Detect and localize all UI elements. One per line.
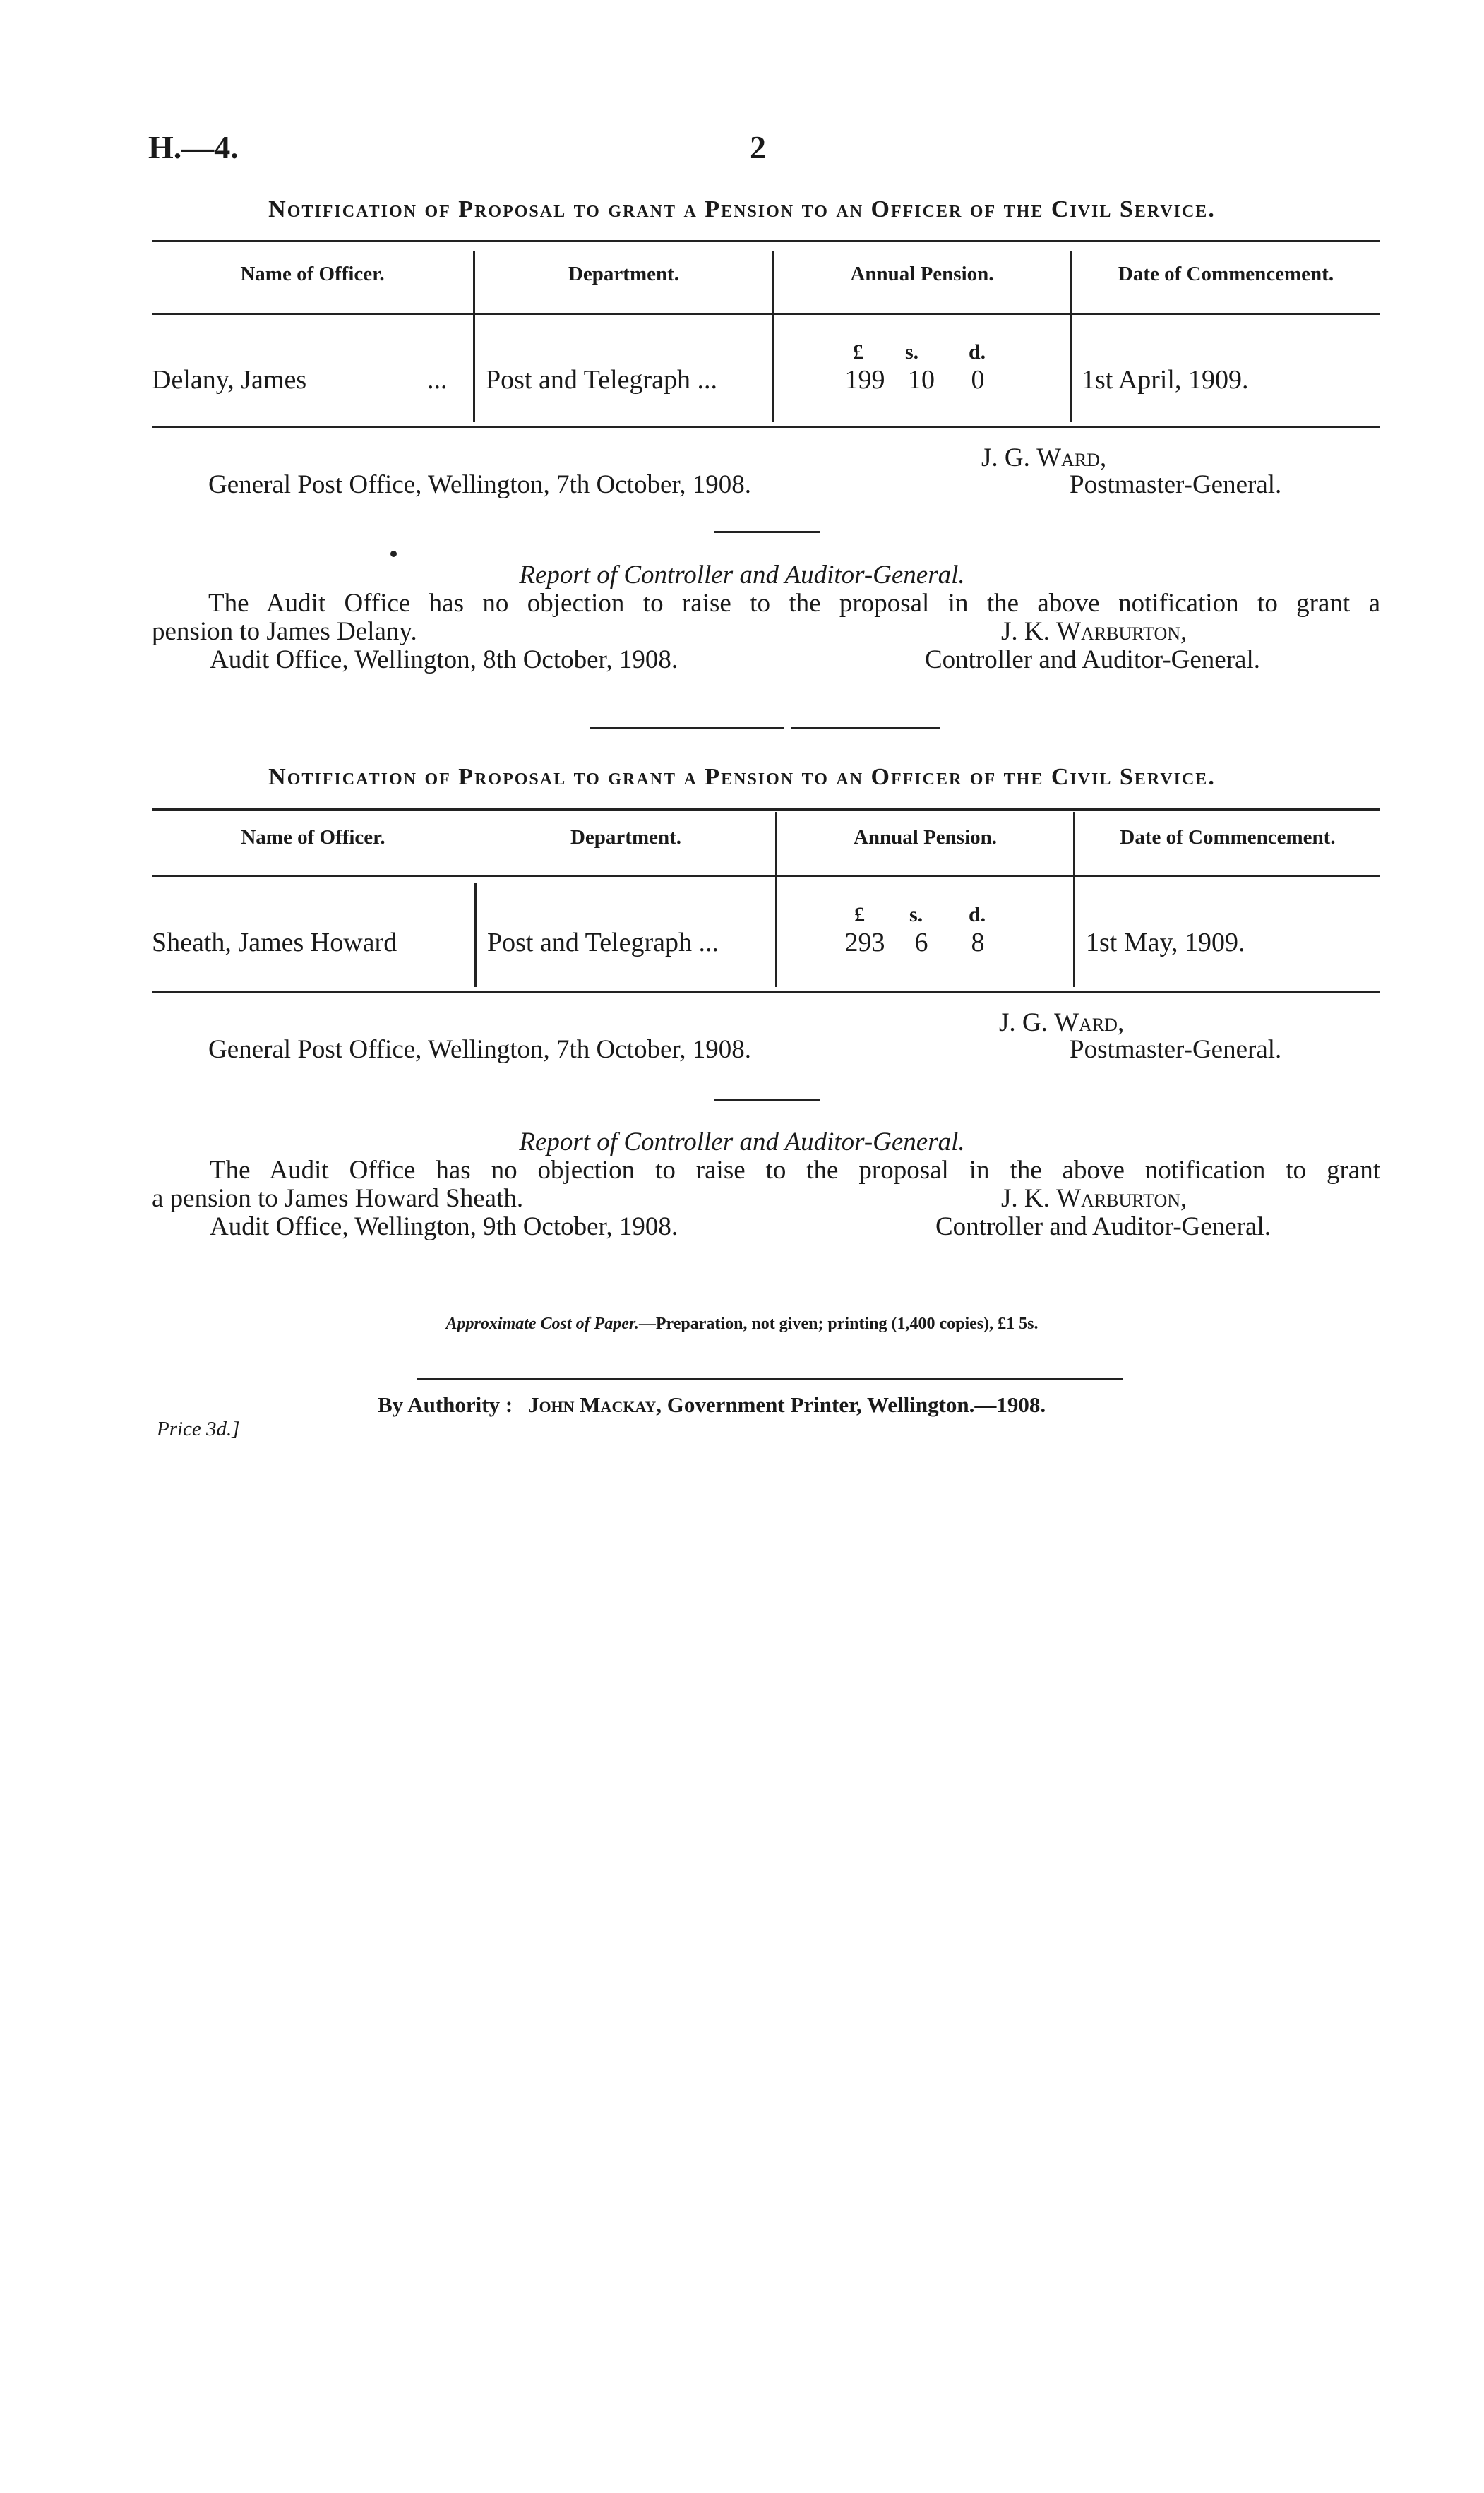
pension-pence: 8 [971, 928, 985, 957]
table-bottom-rule [152, 991, 1380, 993]
officer-name: Delany, James [152, 365, 307, 395]
signatory-title: Postmaster-General. [1070, 1035, 1282, 1064]
notice-title: Notification of Proposal to grant a Pension to an Officer of the Civil Service. [268, 764, 1216, 790]
table-header-rule [152, 313, 1380, 315]
printer-rest: Government Printer, Wellington.—1908. [666, 1392, 1046, 1417]
report-line-2: pension to James Delany. [152, 617, 417, 646]
audit-place-date: Audit Office, Wellington, 9th October, 1908. [210, 1212, 678, 1241]
signatory-initials: J. G. [999, 1008, 1048, 1037]
column-header-department: Department. [570, 826, 682, 849]
authority-line [378, 1392, 1046, 1418]
document-code: H.—4. [148, 129, 239, 165]
audit-place-date: Audit Office, Wellington, 8th October, 1908. [210, 645, 678, 674]
department-value: Post and Telegraph ... [486, 365, 718, 395]
column-header-commencement: Date of Commencement. [1120, 826, 1336, 849]
signatory-line [999, 1008, 1124, 1038]
pounds-unit: £ [854, 903, 865, 926]
pounds-unit: £ [853, 340, 863, 364]
place-date: General Post Office, Wellington, 7th October, 1908. [208, 470, 751, 499]
column-header-name: Name of Officer. [240, 263, 385, 285]
footer-rule [417, 1378, 1123, 1380]
signatory-name: Ward, [1036, 443, 1107, 472]
pension-shillings: 6 [914, 928, 928, 957]
auditor-line [1001, 1183, 1187, 1214]
column-header-pension: Annual Pension. [850, 263, 994, 285]
auditor-initials: J. K. [1001, 617, 1050, 646]
cost-note [0, 1315, 1484, 1334]
auditor-line [1001, 616, 1187, 647]
auditor-initials: J. K. [1001, 1184, 1050, 1213]
price: Price 3d.] [157, 1418, 240, 1440]
ink-dot [390, 551, 397, 557]
pension-pounds: 293 [844, 928, 885, 957]
pence-unit: d. [969, 903, 986, 926]
signatory-name: Ward, [1054, 1008, 1125, 1037]
column-header-name: Name of Officer. [241, 826, 385, 849]
table-top-rule [152, 808, 1380, 811]
column-divider [474, 883, 477, 987]
leader-dots: ... [427, 365, 448, 395]
pension-pounds: 199 [844, 365, 885, 395]
table-bottom-rule [152, 426, 1380, 428]
officer-name: Sheath, James Howard [152, 928, 397, 957]
cost-text: —Preparation, not given; printing (1,400 copies), £1 5s. [638, 1315, 1039, 1333]
signatory-initials: J. G. [981, 443, 1030, 472]
short-divider [714, 1099, 820, 1101]
department-value: Post and Telegraph ... [487, 928, 719, 957]
auditor-title: Controller and Auditor-General. [925, 645, 1260, 674]
auditor-title: Controller and Auditor-General. [935, 1212, 1271, 1241]
pension-pence: 0 [971, 365, 985, 395]
auditor-name: Warburton, [1056, 617, 1187, 646]
report-line-1: The Audit Office has no objection to raise to the proposal in the above notification to grant a [208, 589, 1380, 618]
signatory-line [981, 443, 1106, 473]
report-line-2: a pension to James Howard Sheath. [152, 1184, 524, 1213]
page-number: 2 [750, 129, 766, 165]
printer-name: John Mackay, [527, 1392, 662, 1417]
table-header-rule [152, 875, 1380, 877]
column-header-department: Department. [568, 263, 680, 285]
commencement-date: 1st May, 1909. [1086, 928, 1245, 957]
short-divider [714, 531, 820, 533]
report-title: Report of Controller and Auditor-General. [519, 561, 965, 590]
pension-shillings: 10 [908, 365, 935, 395]
section-divider [590, 727, 784, 729]
shillings-unit: s. [909, 903, 923, 926]
pence-unit: d. [969, 340, 986, 364]
shillings-unit: s. [905, 340, 919, 364]
place-date: General Post Office, Wellington, 7th October, 1908. [208, 1035, 751, 1064]
column-header-pension: Annual Pension. [853, 826, 998, 849]
notice-title: Notification of Proposal to grant a Pension to an Officer of the Civil Service. [268, 196, 1216, 222]
auditor-name: Warburton, [1056, 1184, 1187, 1213]
report-line-1: The Audit Office has no objection to raise to the proposal in the above notification to grant [210, 1156, 1380, 1185]
commencement-date: 1st April, 1909. [1082, 365, 1249, 395]
cost-label: Approximate Cost of Paper. [445, 1315, 639, 1333]
report-title: Report of Controller and Auditor-General. [519, 1128, 965, 1156]
signatory-title: Postmaster-General. [1070, 470, 1282, 499]
table-top-rule [152, 240, 1380, 242]
column-header-commencement: Date of Commencement. [1118, 263, 1334, 285]
section-divider [791, 727, 940, 729]
authority-prefix: By Authority : [378, 1392, 513, 1417]
